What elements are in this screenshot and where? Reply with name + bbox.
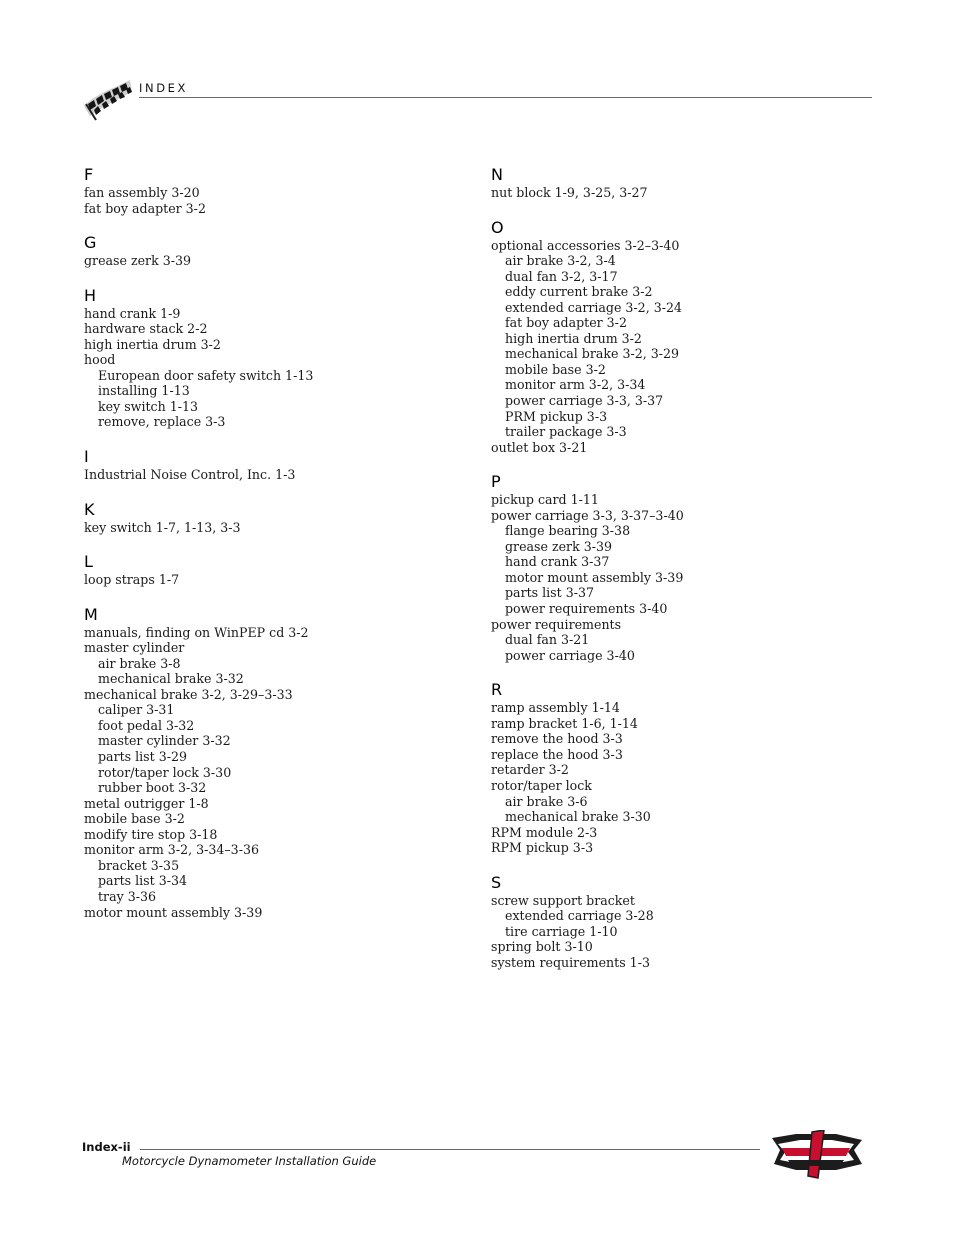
section-letter: G xyxy=(84,233,97,253)
index-subentry: eddy current brake 3-2 xyxy=(505,284,653,300)
index-subentry: master cylinder 3-32 xyxy=(98,733,231,749)
index-entry: screw support bracket xyxy=(491,892,635,908)
index-subentry: fat boy adapter 3-2 xyxy=(505,315,627,331)
page-header xyxy=(82,74,872,124)
index-subentry: power carriage 3-40 xyxy=(505,647,635,663)
index-entry: hand crank 1-9 xyxy=(84,305,181,321)
index-subentry: air brake 3-8 xyxy=(98,655,181,671)
index-subentry: grease zerk 3-39 xyxy=(505,538,612,554)
index-subentry: remove, replace 3-3 xyxy=(98,414,226,430)
index-entry: mobile base 3-2 xyxy=(84,811,185,827)
section-letter: F xyxy=(84,165,94,184)
section-letter: R xyxy=(491,680,503,700)
index-section-o xyxy=(491,217,871,456)
section-letter: S xyxy=(491,872,502,892)
index-entry: RPM pickup 3-3 xyxy=(491,840,594,856)
index-subentry: high inertia drum 3-2 xyxy=(505,330,642,346)
index-subentry: air brake 3-6 xyxy=(505,793,588,809)
index-subentry: monitor arm 3-2, 3-34 xyxy=(505,377,646,393)
index-subentry: caliper 3-31 xyxy=(98,702,175,718)
index-entry: Industrial Noise Control, Inc. 1-3 xyxy=(84,467,296,483)
guide-title: Motorcycle Dynamometer Installation Guide xyxy=(122,1154,377,1168)
section-letter: I xyxy=(84,447,89,467)
index-entry: outlet box 3-21 xyxy=(491,439,588,455)
index-entry: grease zerk 3-39 xyxy=(84,253,191,269)
page-title: INDEX xyxy=(139,81,188,95)
index-entry: RPM module 2-3 xyxy=(491,824,598,840)
index-subentry: key switch 1-13 xyxy=(98,398,198,414)
index-subentry: installing 1-13 xyxy=(98,383,190,399)
index-subentry: parts list 3-37 xyxy=(505,585,594,601)
index-section-p xyxy=(491,471,871,663)
index-section-r xyxy=(491,679,871,855)
index-subentry: foot pedal 3-32 xyxy=(98,717,195,733)
index-section-k xyxy=(84,499,464,536)
index-section-l xyxy=(84,551,464,588)
index-subentry: hand crank 3-37 xyxy=(505,554,610,570)
index-subentry: mechanical brake 3-2, 3-29 xyxy=(505,346,680,362)
index-entry: replace the hood 3-3 xyxy=(491,746,623,762)
checkered-flag-icon xyxy=(82,76,134,122)
index-subentry: dual fan 3-21 xyxy=(505,632,590,648)
section-letter: K xyxy=(84,499,95,519)
index-subentry: extended carriage 3-28 xyxy=(505,908,654,924)
index-subentry: extended carriage 3-2, 3-24 xyxy=(505,299,682,315)
section-letter: O xyxy=(491,217,504,237)
index-entry: remove the hood 3-3 xyxy=(491,731,623,747)
index-section-g xyxy=(84,232,464,269)
index-entry: high inertia drum 3-2 xyxy=(84,336,221,352)
index-entry: retarder 3-2 xyxy=(491,762,569,778)
index-entry: power carriage 3-3, 3-37–3-40 xyxy=(491,507,684,523)
dynojet-logo-icon xyxy=(766,1130,866,1180)
index-subentry: bracket 3-35 xyxy=(98,857,180,873)
index-entry: nut block 1-9, 3-25, 3-27 xyxy=(491,185,648,200)
index-entry: modify tire stop 3-18 xyxy=(84,826,218,842)
index-subentry: dual fan 3-2, 3-17 xyxy=(505,268,618,284)
section-letter: H xyxy=(84,285,97,305)
index-subentry: air brake 3-2, 3-4 xyxy=(505,253,616,269)
index-entry: ramp bracket 1-6, 1-14 xyxy=(491,715,638,731)
index-entry: motor mount assembly 3-39 xyxy=(84,904,263,920)
index-subentry: tire carriage 1-10 xyxy=(505,923,618,939)
index-subentry: power carriage 3-3, 3-37 xyxy=(505,393,664,409)
index-entry: master cylinder xyxy=(84,640,185,656)
index-subentry: power requirements 3-40 xyxy=(505,601,668,617)
section-letter: P xyxy=(491,472,501,492)
index-column-left xyxy=(84,164,464,936)
index-entry: spring bolt 3-10 xyxy=(491,939,593,955)
index-entry: rotor/taper lock xyxy=(491,777,592,793)
index-entry: mechanical brake 3-2, 3-29–3-33 xyxy=(84,686,293,702)
footer-rule xyxy=(140,1149,760,1150)
index-entry: key switch 1-7, 1-13, 3-3 xyxy=(84,519,241,535)
index-entry: pickup card 1-11 xyxy=(491,492,599,508)
index-subentry: flange bearing 3-38 xyxy=(505,523,631,539)
index-subentry: parts list 3-29 xyxy=(98,749,187,765)
index-subentry: tray 3-36 xyxy=(98,888,157,904)
page-number: Index-ii xyxy=(82,1140,131,1154)
index-subentry: European door safety switch 1-13 xyxy=(98,367,314,383)
index-entry: ramp assembly 1-14 xyxy=(491,700,620,716)
section-letter: M xyxy=(84,604,98,624)
index-section-h xyxy=(84,285,464,430)
index-subentry: mobile base 3-2 xyxy=(505,361,606,377)
index-entry: hardware stack 2-2 xyxy=(84,321,208,337)
index-subentry: rubber boot 3-32 xyxy=(98,780,207,796)
index-entry: optional accessories 3-2–3-40 xyxy=(491,237,680,253)
index-subentry: PRM pickup 3-3 xyxy=(505,408,608,424)
index-column-right xyxy=(491,164,871,986)
index-entry: monitor arm 3-2, 3-34–3-36 xyxy=(84,842,259,858)
index-entry: loop straps 1-7 xyxy=(84,572,180,588)
header-rule xyxy=(139,97,872,98)
index-subentry: mechanical brake 3-32 xyxy=(98,671,244,687)
index-section-m xyxy=(84,604,464,920)
index-entry: fat boy adapter 3-2 xyxy=(84,200,206,216)
index-section-s xyxy=(491,872,871,971)
index-section-f xyxy=(84,164,464,216)
index-entry: hood xyxy=(84,352,116,368)
section-letter: N xyxy=(491,165,503,184)
index-subentry: rotor/taper lock 3-30 xyxy=(98,764,232,780)
index-entry: metal outrigger 1-8 xyxy=(84,795,209,811)
index-entry: fan assembly 3-20 xyxy=(84,185,200,200)
index-subentry: motor mount assembly 3-39 xyxy=(505,569,684,585)
page-footer xyxy=(82,1130,882,1190)
index-section-n xyxy=(491,164,871,201)
index-entry: system requirements 1-3 xyxy=(491,954,650,970)
index-entry: manuals, finding on WinPEP cd 3-2 xyxy=(84,624,309,640)
index-entry: power requirements xyxy=(491,616,622,632)
index-section-i xyxy=(84,446,464,483)
index-subentry: parts list 3-34 xyxy=(98,873,187,889)
section-letter: L xyxy=(84,552,93,572)
index-subentry: trailer package 3-3 xyxy=(505,424,627,440)
index-subentry: mechanical brake 3-30 xyxy=(505,809,651,825)
